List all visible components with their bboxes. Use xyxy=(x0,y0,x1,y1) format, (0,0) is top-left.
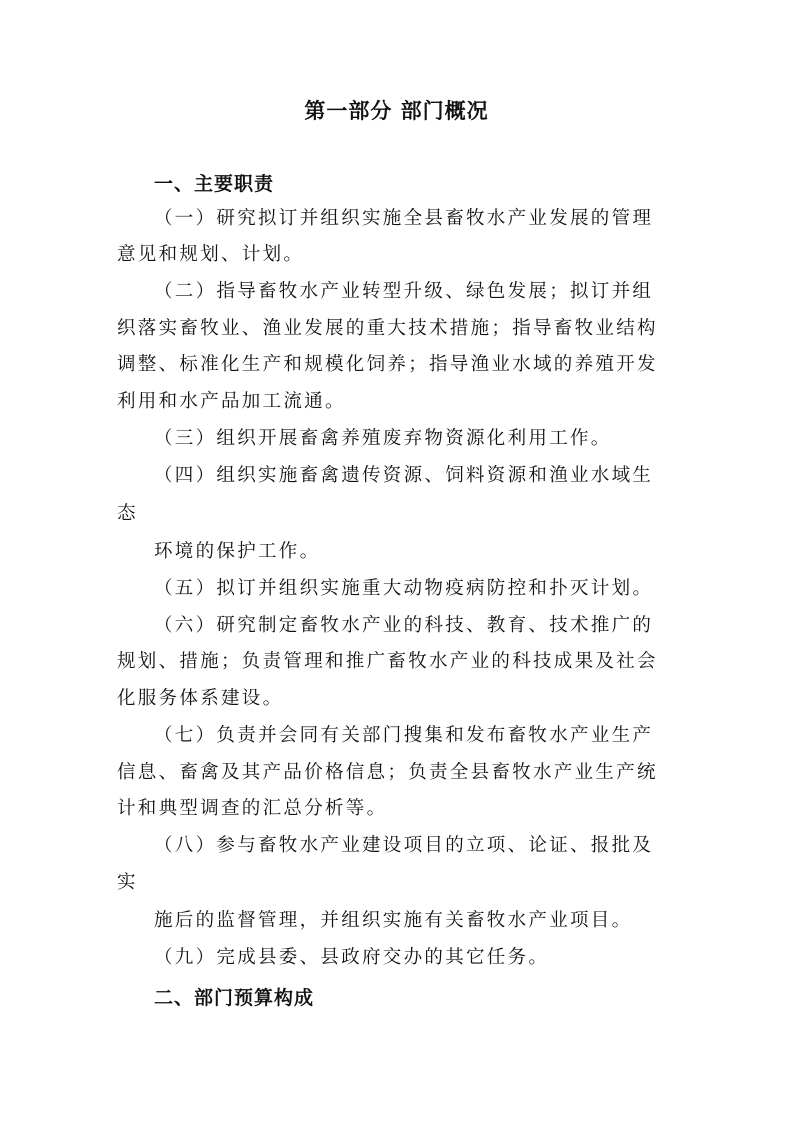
text-line: （四）组织实施畜禽遗传资源、饲料资源和渔业水域生 xyxy=(154,465,654,486)
text-line: 实 xyxy=(117,872,138,893)
section-heading-main-duties: 一、主要职责 xyxy=(154,173,275,195)
text-line: 施后的监督管理，并组织实施有关畜牧水产业项目。 xyxy=(154,910,633,931)
text-line: （七）负责并会同有关部门搜集和发布畜牧水产业生产 xyxy=(154,725,654,746)
text-line: （八）参与畜牧水产业建设项目的立项、论证、报批及 xyxy=(154,835,654,856)
page-title: 第一部分 部门概况 xyxy=(304,99,489,123)
text-line: 织落实畜牧业、渔业发展的重大技术措施；指导畜牧业结构 xyxy=(117,318,658,339)
text-line: 计和典型调查的汇总分析等。 xyxy=(117,798,388,819)
text-line: 态 xyxy=(117,503,138,524)
text-line: 化服务体系建设。 xyxy=(117,688,284,709)
text-line: 环境的保护工作。 xyxy=(154,541,321,562)
text-line: （五）拟订并组织实施重大动物疫病防控和扑灭计划。 xyxy=(154,578,654,599)
text-line: （二）指导畜牧水产业转型升级、绿色发展；拟订并组 xyxy=(154,281,654,302)
text-line: 调整、标准化生产和规模化饲养；指导渔业水域的养殖开发 xyxy=(117,354,658,375)
section-heading-budget-composition: 二、部门预算构成 xyxy=(154,987,315,1009)
text-line: （三）组织开展畜禽养殖废弃物资源化利用工作。 xyxy=(154,428,612,449)
text-line: （六）研究制定畜牧水产业的科技、教育、技术推广的 xyxy=(154,615,654,636)
text-line: 意见和规划、计划。 xyxy=(117,244,305,265)
text-line: 信息、畜禽及其产品价格信息；负责全县畜牧水产业生产统 xyxy=(117,762,658,783)
text-line: （一）研究拟订并组织实施全县畜牧水产业发展的管理 xyxy=(154,208,654,229)
text-line: 规划、措施；负责管理和推广畜牧水产业的科技成果及社会 xyxy=(117,651,658,672)
text-line: （九）完成县委、县政府交办的其它任务。 xyxy=(154,947,550,968)
text-line: 利用和水产品加工流通。 xyxy=(117,391,346,412)
